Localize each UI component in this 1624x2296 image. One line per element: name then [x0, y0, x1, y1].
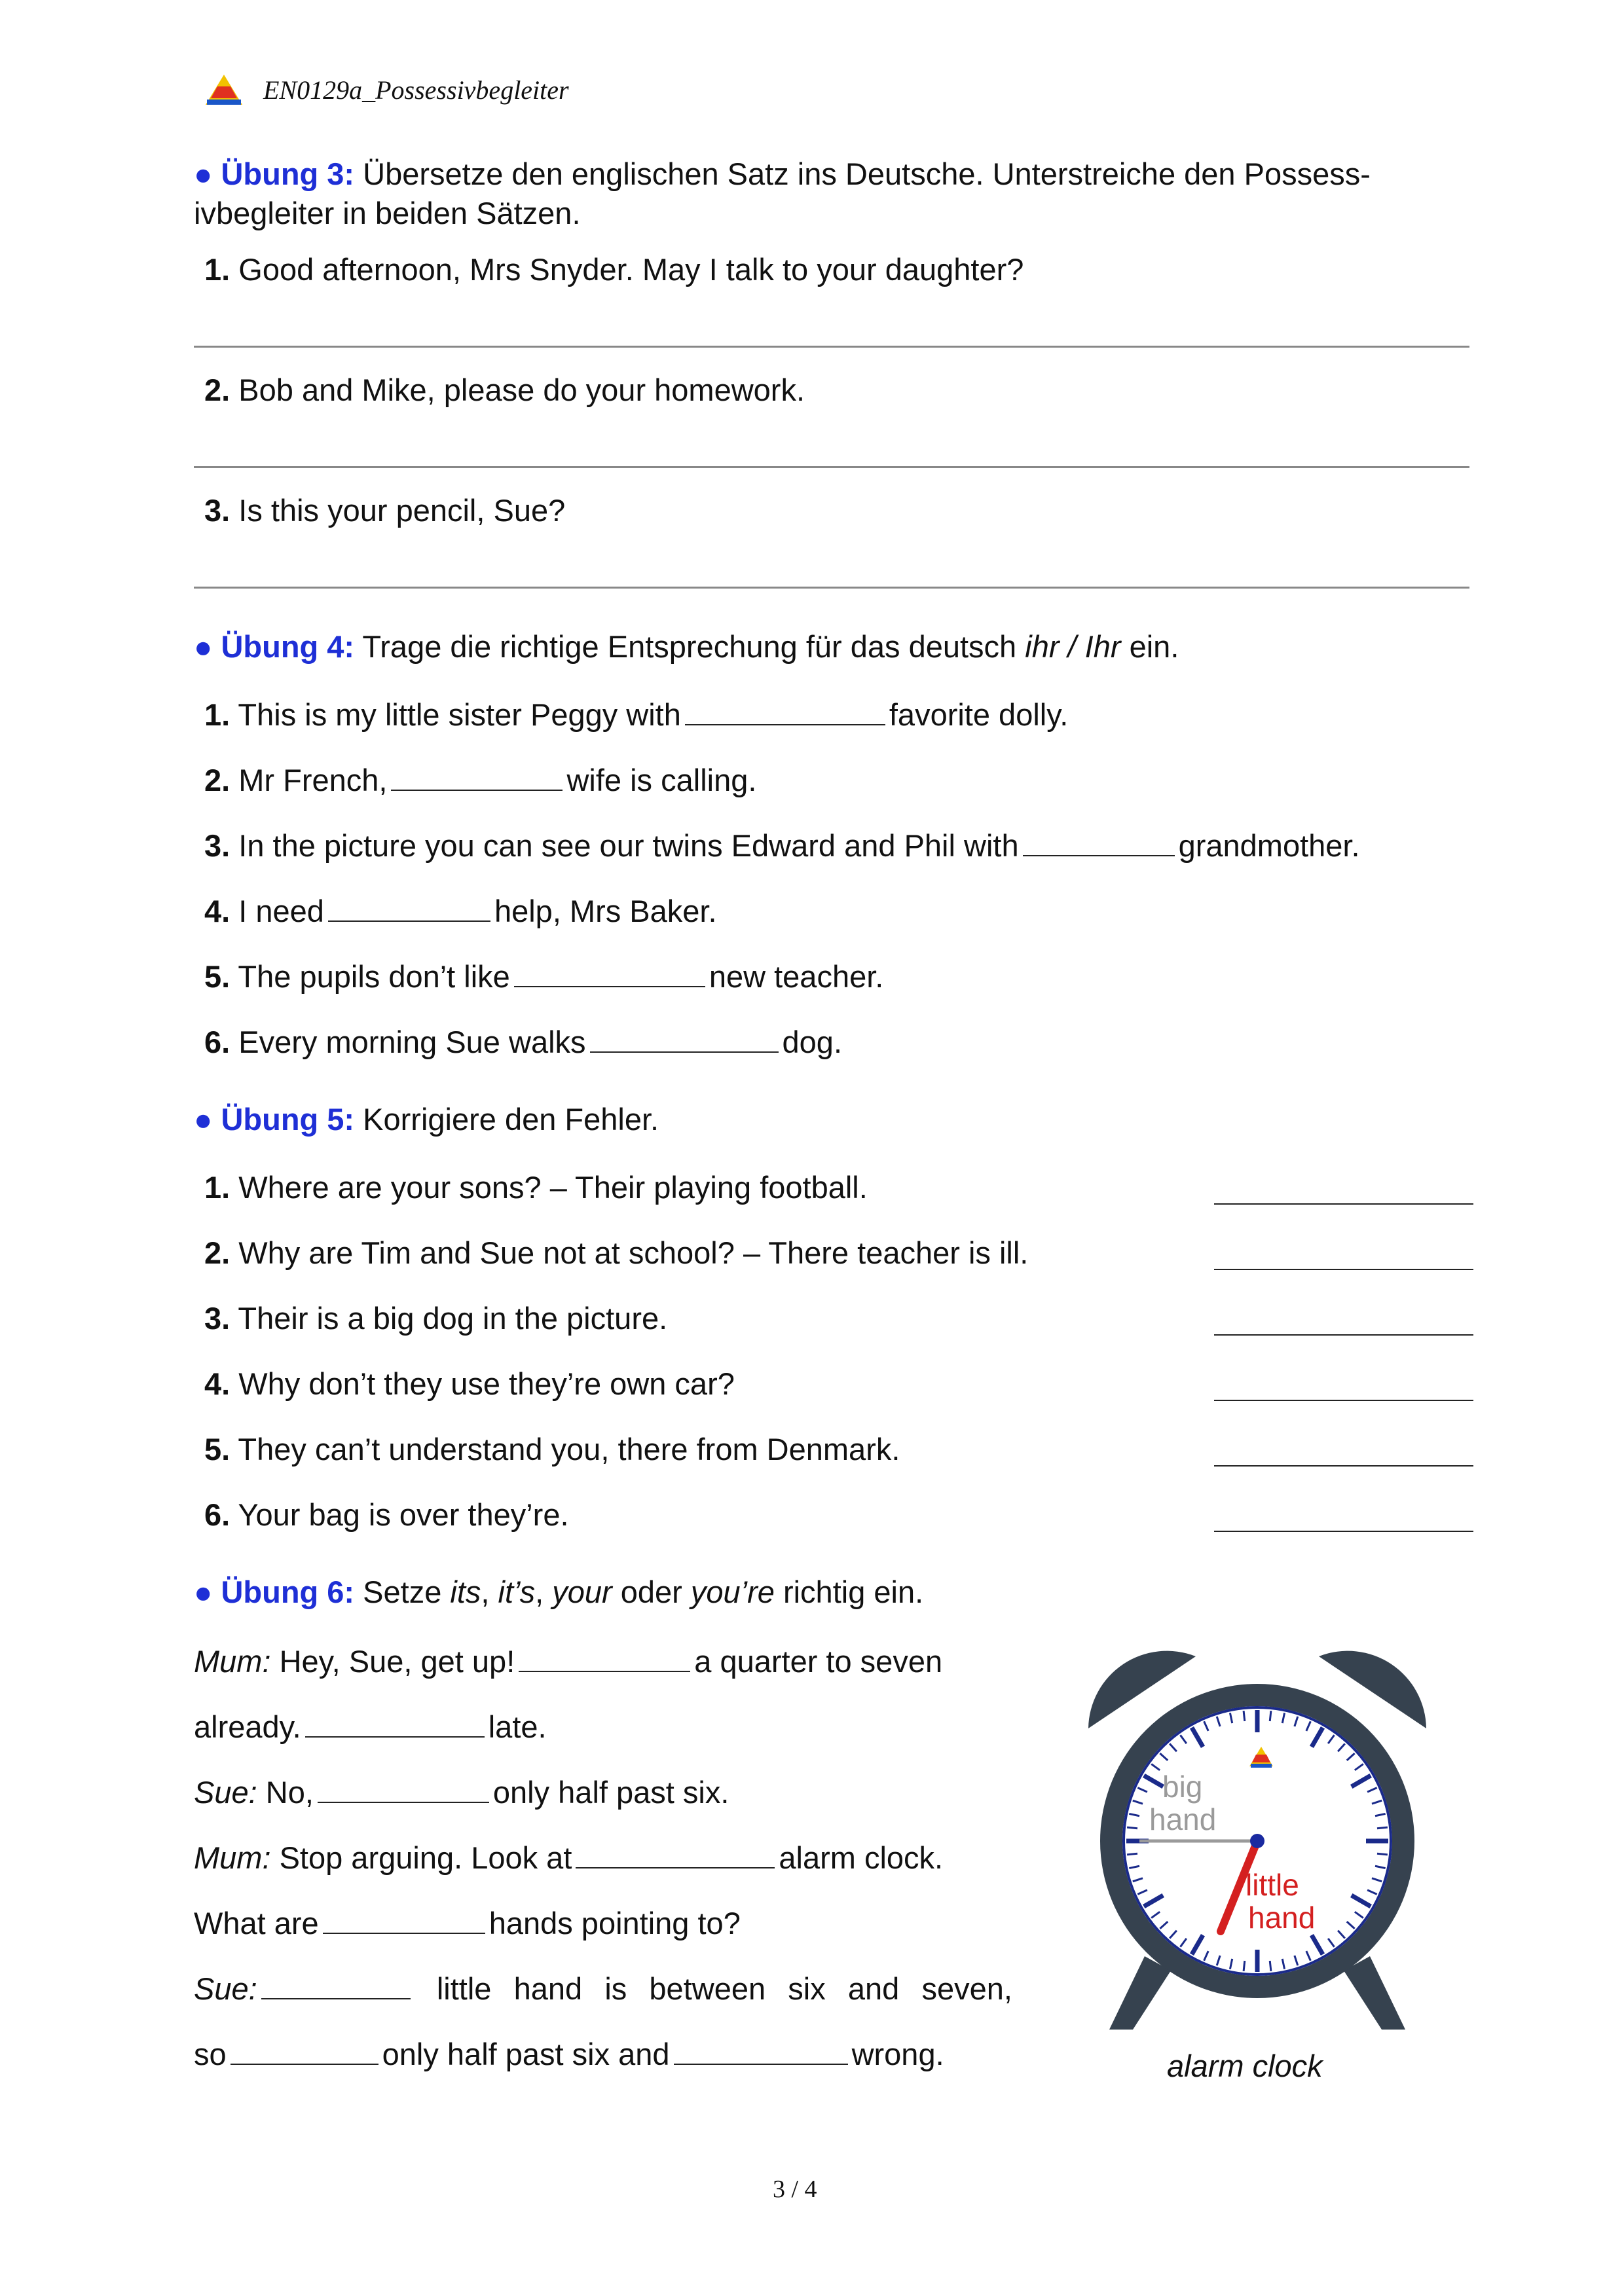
hand-pivot	[1250, 1834, 1264, 1848]
exercise-3-item-2: 2. Bob and Mike, please do your homework.	[204, 373, 805, 407]
big-hand-label-1: big	[1162, 1770, 1203, 1804]
exercise-5-item-5: 5. They can’t understand you, there from Denmark.	[204, 1432, 900, 1467]
answer-line[interactable]	[194, 466, 1469, 468]
minute-tick	[1244, 1961, 1245, 1971]
blank-field[interactable]	[328, 892, 490, 922]
dialogue-line-6: Sue: little hand is between six and seven,	[194, 1969, 1012, 2009]
exercise-6-heading: ● Übung 6: Setze its, it’s, your oder you’re richtig ein.	[194, 1575, 924, 1609]
left-leg	[1109, 1956, 1171, 2030]
exercise-5-item-4: 4. Why don’t they use they’re own car?	[204, 1366, 735, 1401]
blank-field[interactable]	[305, 1707, 485, 1738]
blank-field[interactable]	[318, 1773, 489, 1803]
blank-field[interactable]	[519, 1642, 690, 1672]
exercise-4-item-3: 3. In the picture you can see our twins Edward and Phil with grandmother.	[204, 826, 1360, 866]
correction-field[interactable]	[1214, 1531, 1473, 1532]
blank-field[interactable]	[323, 1904, 485, 1934]
blank-field[interactable]	[590, 1023, 779, 1053]
minute-tick	[1127, 1827, 1137, 1829]
correction-field[interactable]	[1214, 1269, 1473, 1270]
exercise-5-item-2: 2. Why are Tim and Sue not at school? – There teacher is ill.	[204, 1235, 1029, 1270]
blank-field[interactable]	[231, 2035, 378, 2065]
dialogue-line-5: What are hands pointing to?	[194, 1904, 741, 1943]
correction-field[interactable]	[1214, 1203, 1473, 1205]
correction-field[interactable]	[1214, 1465, 1473, 1467]
blank-field[interactable]	[685, 695, 885, 725]
exercise-4-item-1: 1. This is my little sister Peggy with favorite dolly.	[204, 695, 1068, 735]
answer-line[interactable]	[194, 587, 1469, 589]
exercise-3-instruction-1: Übersetze den englischen Satz ins Deutsche. Unterstreiche den Possess-	[363, 156, 1371, 191]
dialogue-line-3: Sue: No, only half past six.	[194, 1773, 729, 1812]
exercise-3-label: Übung 3:	[221, 156, 355, 191]
clock-caption: alarm clock	[1167, 2049, 1323, 2083]
exercise-3-instruction-2: ivbegleiter in beiden Sätzen.	[194, 196, 581, 230]
correction-field[interactable]	[1214, 1400, 1473, 1401]
exercise-4-item-5: 5. The pupils don’t like new teacher.	[204, 957, 883, 996]
answer-line[interactable]	[194, 346, 1469, 348]
exercise-5-heading: ● Übung 5: Korrigiere den Fehler.	[194, 1102, 659, 1137]
right-leg	[1344, 1956, 1405, 2030]
minute-tick	[1127, 1853, 1137, 1855]
minute-tick	[1270, 1961, 1271, 1971]
exercise-4-item-4: 4. I need help, Mrs Baker.	[204, 892, 717, 931]
blank-field[interactable]	[391, 761, 563, 791]
exercise-5-item-6: 6. Your bag is over they’re.	[204, 1497, 569, 1532]
blank-field[interactable]	[1023, 826, 1175, 856]
exercise-5-item-3: 3. Their is a big dog in the picture.	[204, 1301, 668, 1336]
blank-field[interactable]	[261, 1969, 411, 1999]
big-hand-label-2: hand	[1149, 1802, 1217, 1836]
little-hand-label-2: hand	[1248, 1901, 1316, 1935]
exercise-3-item-1: 1. Good afternoon, Mrs Snyder. May I talk to your daughter?	[204, 252, 1024, 287]
page-number: 3 / 4	[773, 2176, 817, 2203]
logo-icon	[204, 73, 244, 107]
exercise-4-heading: ● Übung 4: Trage die richtige Entsprechung für das deutsch ihr / Ihr ein.	[194, 629, 1179, 664]
dialogue-line-1: Mum: Hey, Sue, get up! a quarter to seven	[194, 1642, 942, 1681]
blank-field[interactable]	[514, 957, 705, 987]
minute-tick	[1377, 1827, 1388, 1829]
minute-tick	[1270, 1711, 1271, 1721]
dialogue-line-4: Mum: Stop arguing. Look at alarm clock.	[194, 1838, 943, 1878]
exercise-3-heading: ● Übung 3: Übersetze den englischen Satz ins Deutsche. Unterstreiche den Possess-	[194, 156, 1371, 191]
dialogue-line-2: already. late.	[194, 1707, 547, 1747]
little-hand-label-1: little	[1246, 1868, 1299, 1902]
dialogue-line-7: so only half past six and wrong.	[194, 2035, 944, 2074]
minute-tick	[1377, 1853, 1388, 1855]
exercise-4-item-2: 2. Mr French, wife is calling.	[204, 761, 756, 800]
document-id: EN0129a_Possessivbegleiter	[263, 75, 569, 105]
exercise-3-item-3: 3. Is this your pencil, Sue?	[204, 493, 566, 528]
exercise-4-item-6: 6. Every morning Sue walks dog.	[204, 1023, 842, 1062]
blank-field[interactable]	[674, 2035, 848, 2065]
alarm-clock-illustration	[1074, 1630, 1441, 2036]
blank-field[interactable]	[576, 1838, 775, 1868]
exercise-5-item-1: 1. Where are your sons? – Their playing football.	[204, 1170, 868, 1205]
minute-tick	[1244, 1711, 1245, 1721]
correction-field[interactable]	[1214, 1334, 1473, 1336]
